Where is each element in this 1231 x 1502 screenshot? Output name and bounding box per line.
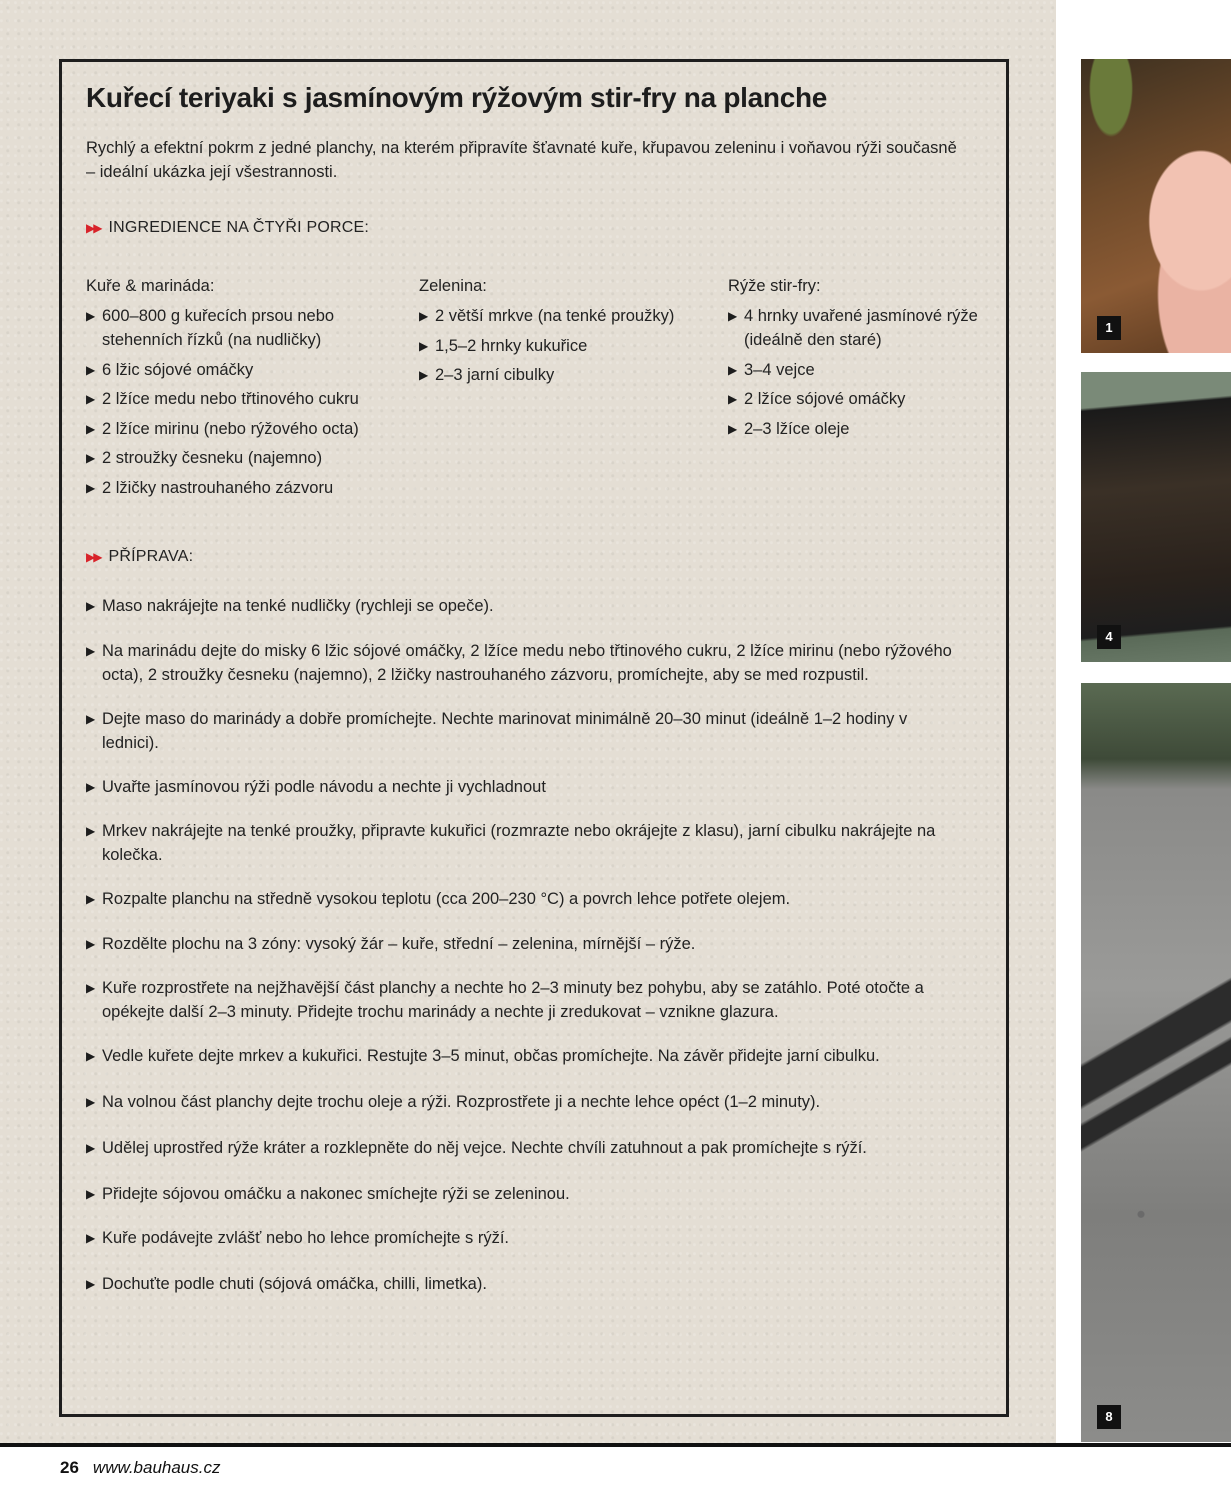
footer-divider: [0, 1443, 1231, 1447]
photo-plancha-surface: [1081, 683, 1231, 1442]
website-link[interactable]: www.bauhaus.cz: [92, 1458, 221, 1477]
photo-hot-plancha: [1081, 372, 1231, 662]
preparation-step: ▶ Na volnou část planchy dejte trochu oleje a rýži. Rozprostřete ji a nechte lehce opéct (1–2 minuty).: [86, 1090, 986, 1114]
page-number: 26: [60, 1458, 79, 1477]
photo-number-badge: 8: [1097, 1405, 1121, 1429]
preparation-step: ▶ Udělej uprostřed rýže kráter a rozklepněte do něj vejce. Nechte chvíli zatuhnout a pak promíchejte s rýží.: [86, 1136, 986, 1160]
preparation-step: ▶ Mrkev nakrájejte na tenké proužky, připravte kukuřici (rozmrazte nebo okrájejte z klasu), jarní cibulku nakrájejte na kolečka.: [86, 819, 957, 867]
ingredient-list: [86, 304, 386, 500]
preparation-heading: [86, 548, 193, 566]
ingredient-item: ▶ 2 stroužky česneku (najemno): [86, 446, 386, 470]
preparation-heading-label: PŘÍPRAVA:: [108, 548, 194, 565]
page-footer: [60, 1458, 221, 1478]
ingredient-item: ▶ 3–4 vejce: [728, 358, 988, 382]
ingredients-column-vegetables: [419, 274, 719, 393]
photo-raw-chicken: [1081, 59, 1231, 353]
photo-number-badge: 1: [1097, 316, 1121, 340]
column-title: Kuře & marináda:: [86, 277, 215, 295]
preparation-step: ▶ Na marinádu dejte do misky 6 lžic sójové omáčky, 2 lžíce medu nebo třtinového cukru, 2 lžíce mirinu (nebo rýžového octa), 2 stroužky česneku (najemno), 2 lžičky nastrouhaného zázvoru, promíchejte, aby se med rozpustil.: [86, 639, 982, 687]
preparation-step: ▶ Rozdělte plochu na 3 zóny: vysoký žár – kuře, střední – zelenina, mírnější – rýže.: [86, 932, 986, 956]
preparation-step: ▶ Maso nakrájejte na tenké nudličky (rychleji se opeče).: [86, 594, 986, 618]
recipe-intro: Rychlý a efektní pokrm z jedné planchy, na kterém připravíte šťavnaté kuře, křupavou zeleninu i voňavou rýži současně – ideální ukázka její všestrannosti.: [86, 139, 957, 181]
ingredient-item: ▶ 6 lžic sójové omáčky: [86, 358, 386, 382]
preparation-step: ▶ Uvařte jasmínovou rýži podle návodu a nechte ji vychladnout: [86, 775, 986, 799]
preparation-step: ▶ Vedle kuřete dejte mrkev a kukuřici. Restujte 3–5 minut, občas promíchejte. Na závěr přidejte jarní cibulku.: [86, 1044, 986, 1068]
photo-number-badge: 4: [1097, 625, 1121, 649]
ingredients-heading: [86, 219, 369, 237]
ingredients-column-rice: [728, 274, 988, 446]
double-arrow-icon: ▶▶: [86, 221, 101, 235]
ingredient-item: ▶ 2 lžíce sójové omáčky: [728, 387, 988, 411]
ingredient-item: ▶ 2 lžíce medu nebo třtinového cukru: [86, 387, 386, 411]
preparation-step: ▶ Kuře podávejte zvlášť nebo ho lehce promíchejte s rýží.: [86, 1226, 986, 1250]
column-title: Rýže stir-fry:: [728, 277, 821, 295]
ingredient-item: ▶ 2 lžíce mirinu (nebo rýžového octa): [86, 417, 386, 441]
column-title: Zelenina:: [419, 277, 487, 295]
double-arrow-icon: ▶▶: [86, 550, 101, 564]
ingredient-item: ▶ 2 větší mrkve (na tenké proužky): [419, 304, 719, 328]
ingredient-list: [419, 304, 719, 387]
ingredients-column-chicken: [86, 274, 386, 505]
photo-strip: [1081, 0, 1231, 1443]
preparation-step: ▶ Rozpalte planchu na středně vysokou teplotu (cca 200–230 °C) a povrch lehce potřete olejem.: [86, 887, 986, 911]
preparation-step: ▶ Dejte maso do marinády a dobře promíchejte. Nechte marinovat minimálně 20–30 minut (ideálně 1–2 hodiny v lednici).: [86, 707, 952, 755]
preparation-steps: [86, 594, 986, 1296]
ingredient-item: ▶ 2 lžičky nastrouhaného zázvoru: [86, 476, 386, 500]
recipe-title: Kuřecí teriyaki s jasmínovým rýžovým stir-fry na planche: [86, 82, 828, 113]
preparation-step: ▶ Dochuťte podle chuti (sójová omáčka, chilli, limetka).: [86, 1272, 986, 1296]
ingredients-heading-label: INGREDIENCE NA ČTYŘI PORCE:: [108, 219, 370, 236]
ingredient-item: ▶ 600–800 g kuřecích prsou nebo stehenních řízků (na nudličky): [86, 304, 372, 352]
ingredient-item: ▶ 4 hrnky uvařené jasmínové rýže (ideálně den staré): [728, 304, 988, 352]
ingredient-item: ▶ 2–3 jarní cibulky: [419, 363, 719, 387]
preparation-step: ▶ Kuře rozprostřete na nejžhavější část planchy a nechte ho 2–3 minuty bez pohybu, aby se zatáhlo. Poté otočte a opékejte další 2–3 minuty. Přidejte trochu marinády a nechte ji zredukovat – vznikne glazura.: [86, 976, 942, 1024]
preparation-step: ▶ Přidejte sójovou omáčku a nakonec smíchejte rýži se zeleninou.: [86, 1182, 986, 1206]
ingredient-list: [728, 304, 988, 441]
ingredient-item: ▶ 1,5–2 hrnky kukuřice: [419, 334, 719, 358]
ingredient-item: ▶ 2–3 lžíce oleje: [728, 417, 988, 441]
